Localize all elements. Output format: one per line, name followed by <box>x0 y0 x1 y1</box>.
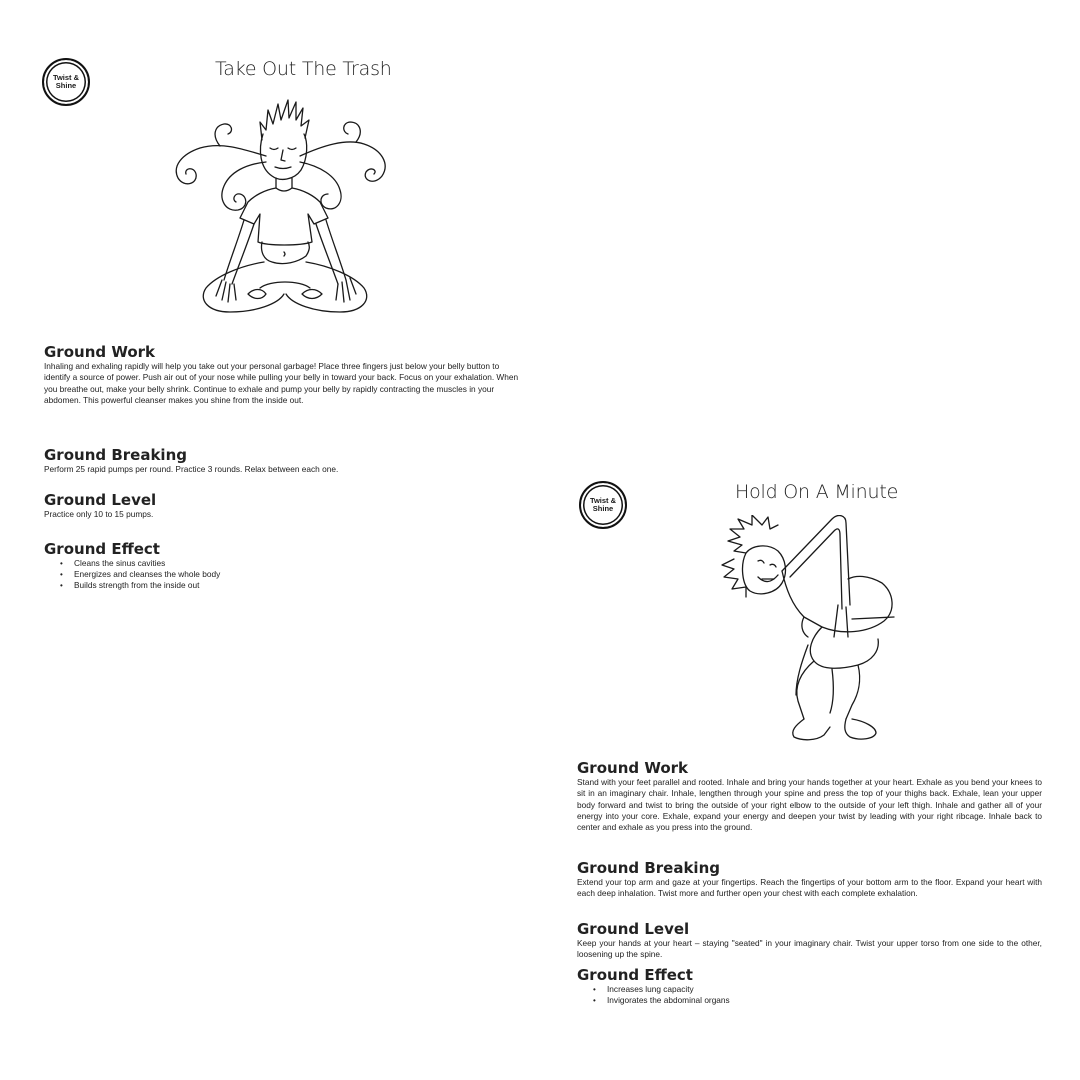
ground-breaking-heading: Ground Breaking <box>44 446 187 464</box>
ground-work-section <box>577 759 1042 833</box>
badge-label: Twist & Shine <box>52 72 80 90</box>
ground-work-text: Stand with your feet parallel and rooted. Inhale and bring your hands together at your heart. Exhale as you bend your knees to sit in an imaginary chair. Inhale, lengthen through your spine and press the top of your thighs back. Exhale, lean your upper body forward and twist to bring the outside of your right elbow to the outside of your left thigh. Inhale and gather all of your energy into your core. Exhale, expand your energy and deepen your twist by leading with your right ribcage. Inhale back to center and exhale as you press into the ground. <box>577 777 1042 833</box>
ground-breaking-section <box>577 859 1042 900</box>
ground-work-heading: Ground Work <box>577 759 689 777</box>
ground-effect-heading: Ground Effect <box>577 966 693 984</box>
list-item: • Builds strength from the inside out <box>60 580 522 591</box>
ground-level-heading: Ground Level <box>577 920 690 938</box>
seated-breathing-figure-illustration <box>160 90 400 322</box>
twist-and-shine-badge <box>579 481 627 529</box>
list-item: • Energizes and cleanses the whole body <box>60 569 522 580</box>
twisted-chair-pose-figure-illustration <box>712 515 912 747</box>
ground-level-section <box>44 491 522 520</box>
ground-work-section <box>44 343 522 406</box>
list-item: • Increases lung capacity <box>593 984 1042 995</box>
ground-work-text: Inhaling and exhaling rapidly will help you take out your personal garbage! Place three fingers just below your belly button to identify a source of power. Push air out of your nose while pulling your belly in toward your back. Focus on your exhalation. When you breathe out, make your belly shrink. Continue to exhale and pump your belly by rapidly contracting the muscles in your abdomen. This powerful cleanser makes you shine from the inside out. <box>44 361 519 405</box>
ground-effect-section <box>44 540 522 592</box>
ground-breaking-heading: Ground Breaking <box>577 859 720 877</box>
list-item: • Invigorates the abdominal organs <box>593 995 1042 1006</box>
ground-effect-list <box>577 984 1042 1006</box>
ground-breaking-text: Perform 25 rapid pumps per round. Practice 3 rounds. Relax between each one. <box>44 464 339 474</box>
ground-level-text: Keep your hands at your heart – staying "seated" in your imaginary chair. Twist your upper torso from one side to the other, loosening up the spine. <box>577 938 1042 960</box>
ground-breaking-text: Extend your top arm and gaze at your fingertips. Reach the fingertips of your bottom arm to the floor. Expand your heart with each deep inhalation. Twist more and further open your chest with each complete exhalation. <box>577 877 1042 899</box>
ground-level-section <box>577 920 1042 961</box>
pose-title: Hold On A Minute <box>735 481 899 503</box>
ground-effect-list <box>44 558 522 592</box>
pose-title: Take Out The Trash <box>215 58 392 80</box>
ground-effect-heading: Ground Effect <box>44 540 160 558</box>
ground-level-text: Practice only 10 to 15 pumps. <box>44 509 154 519</box>
ground-breaking-section <box>44 446 522 475</box>
list-item: • Cleans the sinus cavities <box>60 558 522 569</box>
ground-level-heading: Ground Level <box>44 491 157 509</box>
twist-and-shine-badge <box>42 58 90 106</box>
ground-work-heading: Ground Work <box>44 343 156 361</box>
badge-label: Twist & Shine <box>589 495 617 513</box>
ground-effect-section <box>577 966 1042 1006</box>
